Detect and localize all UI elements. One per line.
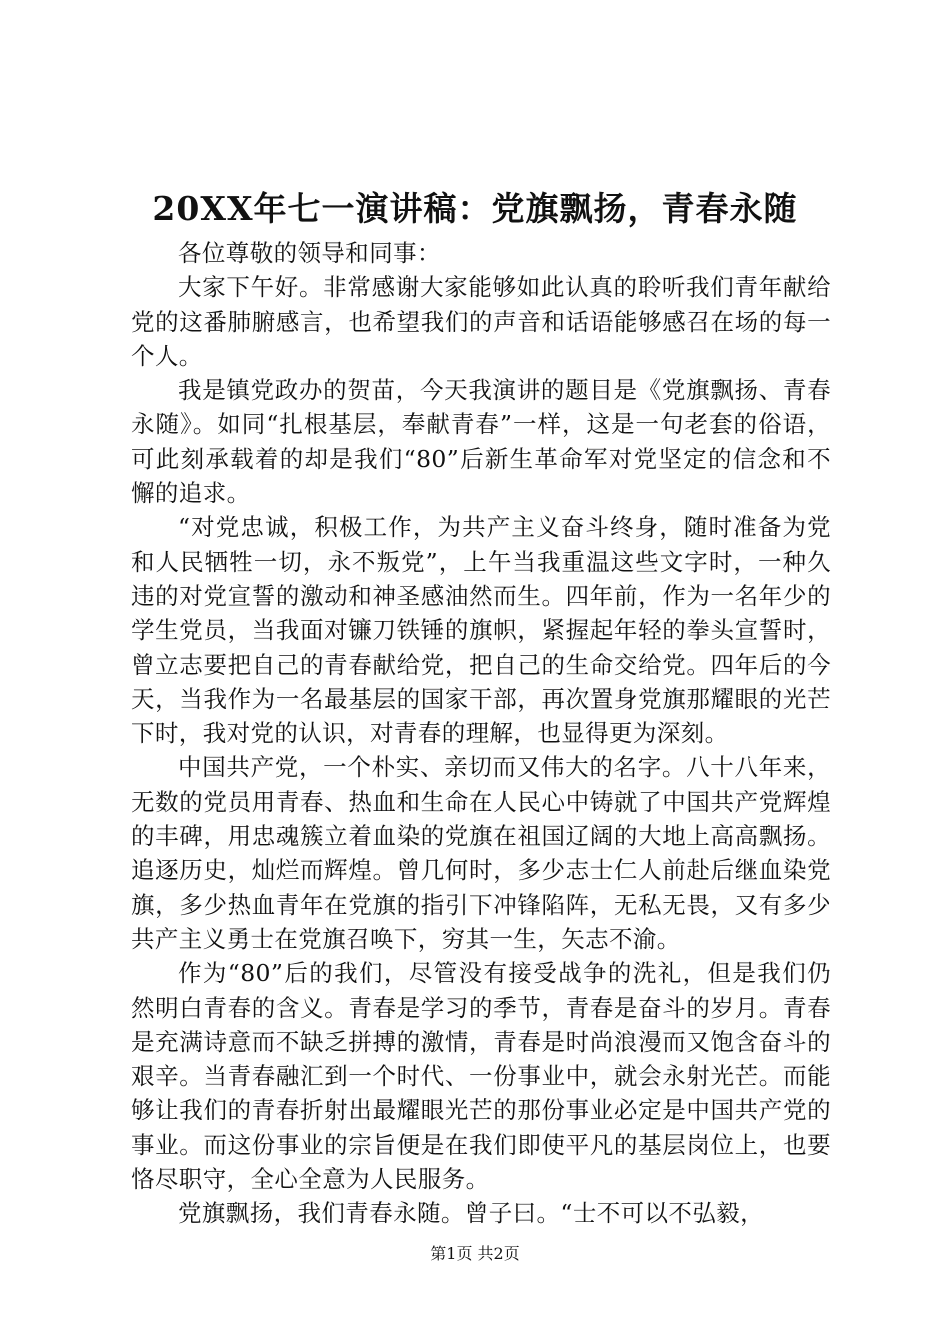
document-title: 20XX年七一演讲稿：党旗飘扬，青春永随 — [152, 189, 798, 228]
body-paragraph: 作为“80”后的我们，尽管没有接受战争的洗礼，但是我们仍然明白青春的含义。青春是学习的季节，青春是奋斗的岁月。青春是充满诗意而不缺乏拼搏的激情，青春是时尚浪漫而又饱含奋斗的艰辛。当青春融汇到一个时代、一份事业中，就会永射光芒。而能够让我们的青春折射出最耀眼光芒的那份事业必定是中国共产党的事业。而这份事业的宗旨便是在我们即使平凡的基层岗位上，也要恪尽职守，全心全意为人民服务。 — [131, 959, 831, 1194]
body-paragraph: 大家下午好。非常感谢大家能够如此认真的聆听我们青年献给党的这番肺腑感言，也希望我们的声音和话语能够感召在场的每一个人。 — [131, 273, 831, 370]
document-body — [131, 236, 831, 1231]
salutation-paragraph: 各位尊敬的领导和同事： — [178, 239, 441, 267]
body-paragraph: 中国共产党，一个朴实、亲切而又伟大的名字。八十八年来，无数的党员用青春、热血和生命在人民心中铸就了中国共产党辉煌的丰碑，用忠魂簇立着血染的党旗在祖国辽阔的大地上高高飘扬。追逐历史，灿烂而辉煌。曾几何时，多少志士仁人前赴后继血染党旗，多少热血青年在党旗的指引下冲锋陷阵，无私无畏，又有多少共产主义勇士在党旗召唤下，穷其一生，矢志不渝。 — [131, 753, 831, 953]
body-paragraph: 党旗飘扬，我们青春永随。曾子曰。“士不可以不弘毅， — [178, 1199, 765, 1228]
page-footer: 第1页 共2页 — [430, 1244, 520, 1263]
body-paragraph: 我是镇党政办的贺苗，今天我演讲的题目是《党旗飘扬、青春永随》。如同“扎根基层，奉献青春”一样，这是一句老套的俗语，可此刻承载着的却是我们“80”后新生革命军对党坚定的信念和不懈的追求。 — [131, 376, 831, 508]
body-paragraph: “对党忠诚，积极工作，为共产主义奋斗终身，随时准备为党和人民牺牲一切，永不叛党”，上午当我重温这些文字时，一种久违的对党宣誓的激动和神圣感油然而生。四年前，作为一名年少的学生党员，当我面对镰刀铁锤的旗帜，紧握起年轻的拳头宣誓时，曾立志要把自己的青春献给党，把自己的生命交给党。四年后的今天，当我作为一名最基层的国家干部，再次置身党旗那耀眼的光芒下时，我对党的认识，对青春的理解，也显得更为深刻。 — [131, 513, 831, 748]
